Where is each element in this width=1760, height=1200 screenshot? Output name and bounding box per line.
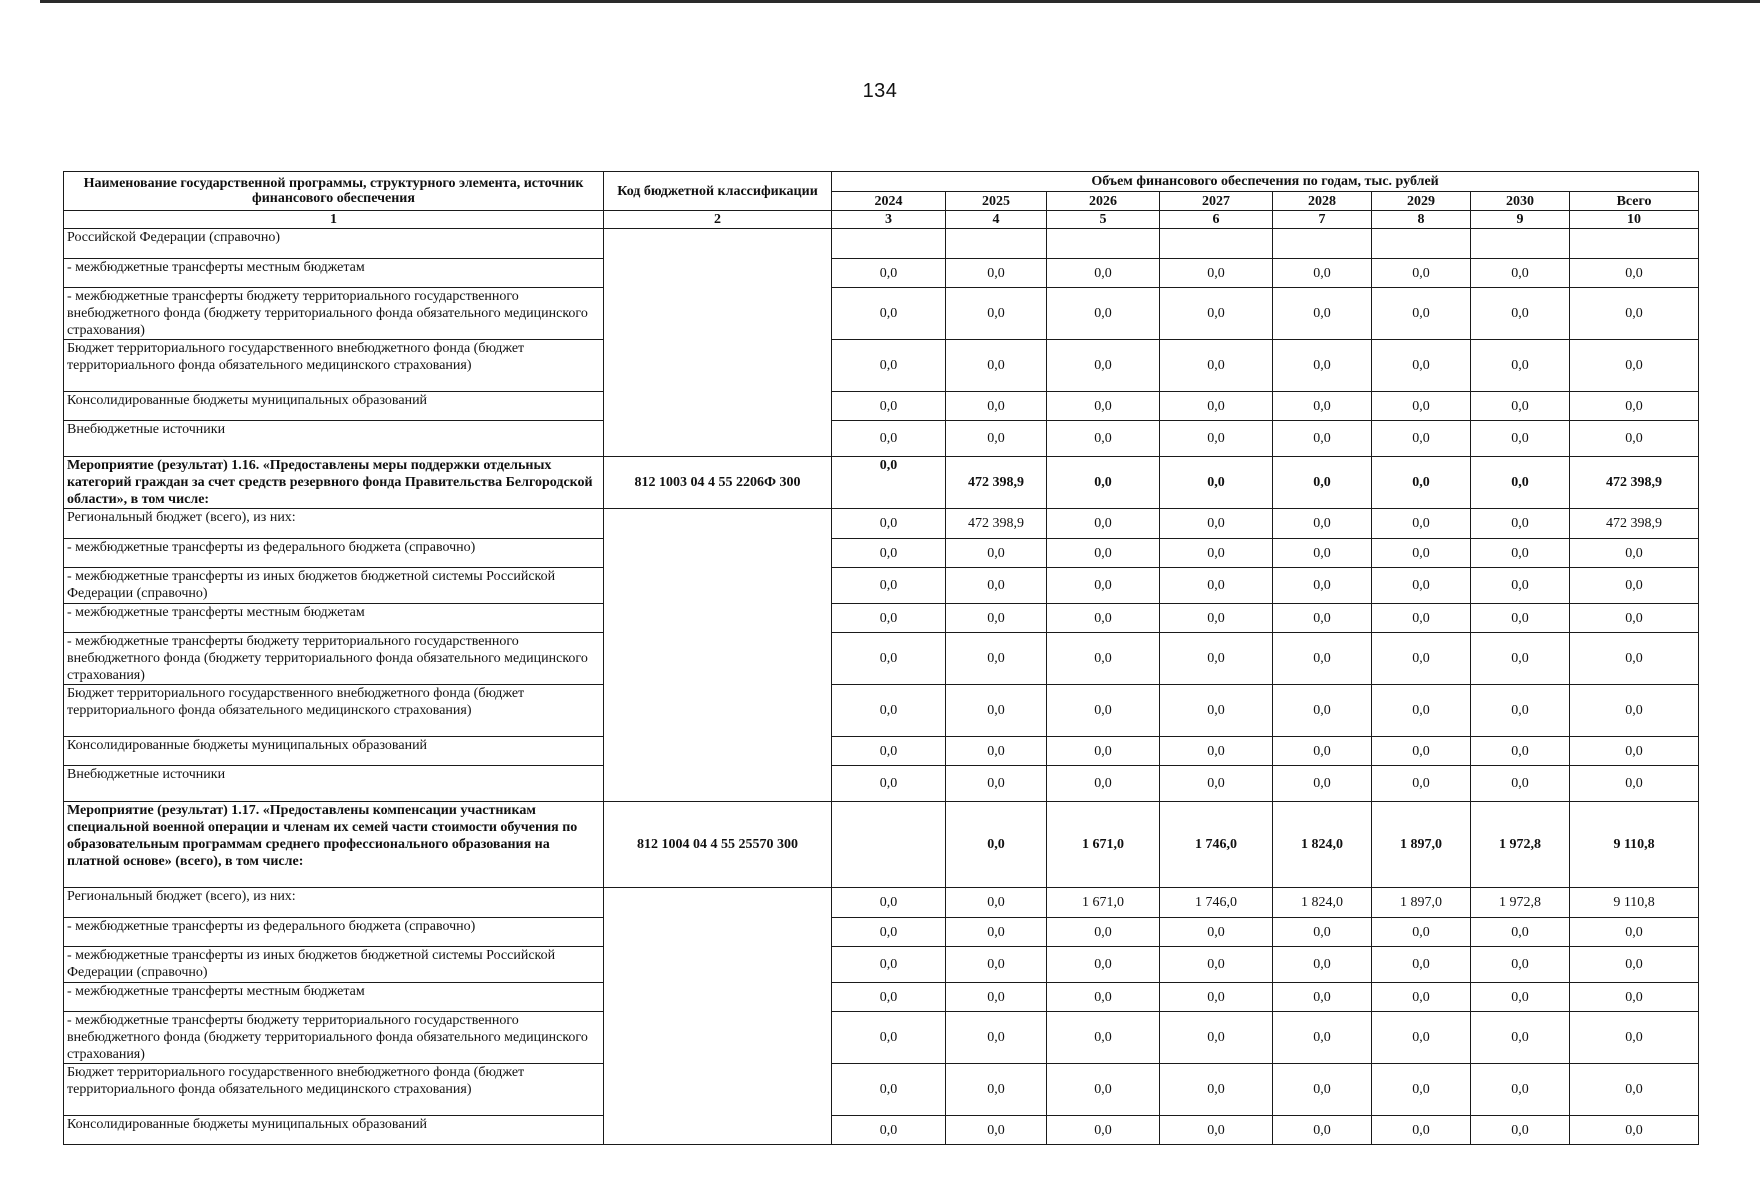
row-name: Бюджет территориального государственного внебюджетного фонда (бюджет территориального фонда обязательного медицинского страхования): [64, 1064, 604, 1116]
row-name: Региональный бюджет (всего), из них:: [64, 888, 604, 918]
row-value-2028: 0,0: [1273, 259, 1372, 288]
header-index: 7: [1273, 211, 1372, 229]
row-value-2026: 0,0: [1047, 509, 1160, 539]
row-value-total: 0,0: [1570, 604, 1699, 633]
row-value-2028: 0,0: [1273, 633, 1372, 685]
row-value-2024: 0,0: [832, 1012, 946, 1064]
row-value-total: [1570, 229, 1699, 259]
row-value-2027: 0,0: [1160, 539, 1273, 568]
row-value-2025: 0,0: [946, 259, 1047, 288]
row-value-2026: 0,0: [1047, 983, 1160, 1012]
row-value-total: 0,0: [1570, 539, 1699, 568]
row-value-2025: 0,0: [946, 947, 1047, 983]
row-value-2027: 0,0: [1160, 947, 1273, 983]
row-value-2030: 0,0: [1471, 457, 1570, 509]
row-value-2030: 1 972,8: [1471, 888, 1570, 918]
row-value-2026: 0,0: [1047, 288, 1160, 340]
row-value-2025: 0,0: [946, 539, 1047, 568]
row-value-2026: 0,0: [1047, 259, 1160, 288]
row-value-2028: 0,0: [1273, 539, 1372, 568]
row-value-2026: 0,0: [1047, 947, 1160, 983]
row-value-2025: 0,0: [946, 633, 1047, 685]
row-value-total: 0,0: [1570, 737, 1699, 766]
row-value-2025: 0,0: [946, 421, 1047, 457]
header-index: 8: [1372, 211, 1471, 229]
row-value-2025: 0,0: [946, 1064, 1047, 1116]
row-name: Бюджет территориального государственного внебюджетного фонда (бюджет территориального фонда обязательного медицинского страхования): [64, 340, 604, 392]
row-value-2024: 0,0: [832, 288, 946, 340]
row-name: - межбюджетные трансферты из федерального бюджета (справочно): [64, 918, 604, 947]
row-name: Бюджет территориального государственного внебюджетного фонда (бюджет территориального фонда обязательного медицинского страхования): [64, 685, 604, 737]
table-row: [64, 685, 1699, 737]
header-volume: Объем финансового обеспечения по годам, тыс. рублей: [832, 172, 1699, 192]
row-value-total: 472 398,9: [1570, 457, 1699, 509]
row-value-2025: 472 398,9: [946, 509, 1047, 539]
row-value-2024: 0,0: [832, 918, 946, 947]
row-value-2030: 0,0: [1471, 604, 1570, 633]
row-value-2025: 0,0: [946, 1012, 1047, 1064]
table-row: [64, 568, 1699, 604]
row-value-2024: 0,0: [832, 766, 946, 802]
row-value-2027: 0,0: [1160, 568, 1273, 604]
table-row: [64, 229, 1699, 259]
row-value-2027: [1160, 229, 1273, 259]
row-value-2026: 0,0: [1047, 918, 1160, 947]
header-total: Всего: [1570, 192, 1699, 211]
row-value-2024: 0,0: [832, 259, 946, 288]
row-value-2027: 0,0: [1160, 983, 1273, 1012]
table-row: [64, 983, 1699, 1012]
row-value-2030: 0,0: [1471, 947, 1570, 983]
row-name: Внебюджетные источники: [64, 421, 604, 457]
row-value-2026: 0,0: [1047, 737, 1160, 766]
row-value-2026: 0,0: [1047, 392, 1160, 421]
row-value-2027: 0,0: [1160, 766, 1273, 802]
table-row: [64, 340, 1699, 392]
table-row: [64, 1012, 1699, 1064]
row-value-2026: 0,0: [1047, 604, 1160, 633]
header-year: 2024: [832, 192, 946, 211]
row-value-2028: 0,0: [1273, 1012, 1372, 1064]
row-value-2024: [832, 802, 946, 888]
row-value-2030: 0,0: [1471, 539, 1570, 568]
header-year: 2030: [1471, 192, 1570, 211]
row-value-2026: [1047, 229, 1160, 259]
header-index: 4: [946, 211, 1047, 229]
row-name: - межбюджетные трансферты бюджету территориального государственного внебюджетного фонда (бюджету территориального фонда обязательного медицинского страхования): [64, 1012, 604, 1064]
row-value-2026: 1 671,0: [1047, 888, 1160, 918]
row-value-2029: 0,0: [1372, 1064, 1471, 1116]
page-number: 134: [862, 80, 898, 102]
row-value-2026: 0,0: [1047, 1064, 1160, 1116]
row-value-2029: 0,0: [1372, 737, 1471, 766]
row-value-2024: 0,0: [832, 421, 946, 457]
scan-top-edge: [40, 0, 1760, 3]
row-value-2030: 0,0: [1471, 259, 1570, 288]
row-value-2030: 0,0: [1471, 288, 1570, 340]
row-value-2025: 0,0: [946, 685, 1047, 737]
row-value-2028: 0,0: [1273, 392, 1372, 421]
row-value-2025: [946, 229, 1047, 259]
row-value-total: 0,0: [1570, 1064, 1699, 1116]
row-value-2024: 0,0: [832, 568, 946, 604]
row-value-2024: 0,0: [832, 1116, 946, 1145]
row-name: Консолидированные бюджеты муниципальных образований: [64, 392, 604, 421]
row-value-2029: 0,0: [1372, 457, 1471, 509]
row-value-total: 0,0: [1570, 259, 1699, 288]
row-value-2027: 0,0: [1160, 1116, 1273, 1145]
row-value-2029: 0,0: [1372, 288, 1471, 340]
table-row: [64, 888, 1699, 918]
row-name: Мероприятие (результат) 1.16. «Предоставлены меры поддержки отдельных категорий граждан за счет средств резервного фонда Правительства Белгородской области», в том числе:: [64, 457, 604, 509]
row-value-total: 9 110,8: [1570, 888, 1699, 918]
row-value-2029: 0,0: [1372, 259, 1471, 288]
row-name: Консолидированные бюджеты муниципальных образований: [64, 1116, 604, 1145]
row-value-2028: 0,0: [1273, 421, 1372, 457]
row-code: 812 1004 04 4 55 25570 300: [604, 802, 832, 888]
row-value-2024: 0,0: [832, 947, 946, 983]
row-value-2024: 0,0: [832, 983, 946, 1012]
row-value-2027: 0,0: [1160, 737, 1273, 766]
table-row: [64, 259, 1699, 288]
row-value-total: 0,0: [1570, 1116, 1699, 1145]
row-value-2028: 1 824,0: [1273, 888, 1372, 918]
row-value-2024: 0,0: [832, 633, 946, 685]
row-value-2030: 0,0: [1471, 633, 1570, 685]
table-row: [64, 737, 1699, 766]
row-value-2028: 0,0: [1273, 509, 1372, 539]
row-value-2024: 0,0: [832, 340, 946, 392]
row-value-2025: 0,0: [946, 888, 1047, 918]
header-year: 2029: [1372, 192, 1471, 211]
table-row: [64, 802, 1699, 888]
row-value-2026: 0,0: [1047, 421, 1160, 457]
header-index: 10: [1570, 211, 1699, 229]
row-value-2027: 0,0: [1160, 1064, 1273, 1116]
row-value-2026: 0,0: [1047, 1116, 1160, 1145]
row-value-2030: 0,0: [1471, 983, 1570, 1012]
row-value-2027: 0,0: [1160, 392, 1273, 421]
row-value-2027: 0,0: [1160, 288, 1273, 340]
row-value-2024: 0,0: [832, 1064, 946, 1116]
header-index: 3: [832, 211, 946, 229]
row-value-2029: 0,0: [1372, 1116, 1471, 1145]
row-value-total: 0,0: [1570, 633, 1699, 685]
row-value-2024: 0,0: [832, 685, 946, 737]
row-value-total: 0,0: [1570, 568, 1699, 604]
row-value-2026: 0,0: [1047, 1012, 1160, 1064]
row-value-2024: 0,0: [832, 604, 946, 633]
table-row: [64, 947, 1699, 983]
row-name: - межбюджетные трансферты из иных бюджетов бюджетной системы Российской Федерации (справочно): [64, 947, 604, 983]
row-value-2030: 0,0: [1471, 1116, 1570, 1145]
table-row: [64, 288, 1699, 340]
financing-table: [63, 171, 1699, 1145]
row-code-merged: [604, 259, 832, 457]
row-value-total: 0,0: [1570, 288, 1699, 340]
row-value-2030: 0,0: [1471, 1064, 1570, 1116]
row-name: - межбюджетные трансферты местным бюджетам: [64, 259, 604, 288]
header-index: 6: [1160, 211, 1273, 229]
row-value-2025: 0,0: [946, 1116, 1047, 1145]
row-value-total: 9 110,8: [1570, 802, 1699, 888]
table-body: [64, 229, 1699, 1145]
table-row: [64, 1116, 1699, 1145]
row-code: [604, 229, 832, 259]
row-value-2027: 1 746,0: [1160, 802, 1273, 888]
row-name: Консолидированные бюджеты муниципальных образований: [64, 737, 604, 766]
row-value-2030: 0,0: [1471, 421, 1570, 457]
row-value-2029: 0,0: [1372, 685, 1471, 737]
row-value-2029: 0,0: [1372, 539, 1471, 568]
row-value-2025: 0,0: [946, 604, 1047, 633]
row-value-2029: 1 897,0: [1372, 802, 1471, 888]
row-value-2029: 0,0: [1372, 766, 1471, 802]
row-value-2024: 0,0: [832, 457, 946, 509]
row-value-2027: 0,0: [1160, 421, 1273, 457]
table-row: [64, 633, 1699, 685]
row-value-2027: 0,0: [1160, 259, 1273, 288]
row-value-2028: 0,0: [1273, 983, 1372, 1012]
row-value-total: 472 398,9: [1570, 509, 1699, 539]
row-value-2030: 0,0: [1471, 737, 1570, 766]
row-value-2028: 0,0: [1273, 457, 1372, 509]
row-value-2029: 1 897,0: [1372, 888, 1471, 918]
row-code-merged: [604, 509, 832, 802]
table-row: [64, 539, 1699, 568]
row-value-2030: 0,0: [1471, 340, 1570, 392]
row-value-total: 0,0: [1570, 340, 1699, 392]
row-value-2027: 1 746,0: [1160, 888, 1273, 918]
row-value-2030: 0,0: [1471, 1012, 1570, 1064]
row-name: - межбюджетные трансферты бюджету территориального государственного внебюджетного фонда (бюджету территориального фонда обязательного медицинского страхования): [64, 633, 604, 685]
row-value-2027: 0,0: [1160, 633, 1273, 685]
row-value-2024: [832, 229, 946, 259]
row-value-2026: 1 671,0: [1047, 802, 1160, 888]
header-index: 5: [1047, 211, 1160, 229]
row-value-total: 0,0: [1570, 392, 1699, 421]
row-value-2030: 1 972,8: [1471, 802, 1570, 888]
row-value-2028: 0,0: [1273, 568, 1372, 604]
header-year: 2025: [946, 192, 1047, 211]
row-value-2026: 0,0: [1047, 633, 1160, 685]
row-value-2025: 0,0: [946, 288, 1047, 340]
header-name: Наименование государственной программы, структурного элемента, источник финансового обеспечения: [64, 172, 604, 211]
row-value-2028: 0,0: [1273, 1064, 1372, 1116]
row-value-total: 0,0: [1570, 947, 1699, 983]
row-value-2028: 0,0: [1273, 918, 1372, 947]
row-value-2029: 0,0: [1372, 421, 1471, 457]
row-value-2030: 0,0: [1471, 392, 1570, 421]
row-value-2027: 0,0: [1160, 604, 1273, 633]
header-code: Код бюджетной классификации: [604, 172, 832, 211]
header-year: 2027: [1160, 192, 1273, 211]
row-value-2028: [1273, 229, 1372, 259]
row-value-total: 0,0: [1570, 1012, 1699, 1064]
row-value-2027: 0,0: [1160, 509, 1273, 539]
row-value-2029: 0,0: [1372, 392, 1471, 421]
row-value-2025: 0,0: [946, 766, 1047, 802]
row-value-total: 0,0: [1570, 918, 1699, 947]
row-value-2027: 0,0: [1160, 685, 1273, 737]
row-value-2028: 0,0: [1273, 1116, 1372, 1145]
row-value-2024: 0,0: [832, 737, 946, 766]
row-value-2028: 0,0: [1273, 766, 1372, 802]
row-value-2026: 0,0: [1047, 539, 1160, 568]
row-value-2029: 0,0: [1372, 983, 1471, 1012]
row-name: - межбюджетные трансферты местным бюджетам: [64, 983, 604, 1012]
row-value-2028: 0,0: [1273, 340, 1372, 392]
row-value-2030: 0,0: [1471, 766, 1570, 802]
row-value-2030: 0,0: [1471, 568, 1570, 604]
row-value-2029: 0,0: [1372, 604, 1471, 633]
row-name: Российской Федерации (справочно): [64, 229, 604, 259]
row-code-merged: [604, 888, 832, 1145]
row-name: Мероприятие (результат) 1.17. «Предоставлены компенсации участникам специальной военной операции и членам их семей части стоимости обучения по образовательным программам среднего профессионального образования на платной основе» (всего), в том числе:: [64, 802, 604, 888]
row-value-2025: 0,0: [946, 568, 1047, 604]
row-value-2028: 0,0: [1273, 604, 1372, 633]
row-code: 812 1003 04 4 55 2206Ф 300: [604, 457, 832, 509]
row-value-total: 0,0: [1570, 421, 1699, 457]
row-value-2029: 0,0: [1372, 1012, 1471, 1064]
row-value-2028: 0,0: [1273, 947, 1372, 983]
row-value-2025: 0,0: [946, 983, 1047, 1012]
row-value-2030: 0,0: [1471, 509, 1570, 539]
row-value-2029: 0,0: [1372, 568, 1471, 604]
row-value-2025: 472 398,9: [946, 457, 1047, 509]
row-value-2028: 0,0: [1273, 737, 1372, 766]
row-value-2027: 0,0: [1160, 457, 1273, 509]
table-row: [64, 509, 1699, 539]
row-name: - межбюджетные трансферты бюджету территориального государственного внебюджетного фонда (бюджету территориального фонда обязательного медицинского страхования): [64, 288, 604, 340]
row-value-total: 0,0: [1570, 983, 1699, 1012]
row-value-2029: 0,0: [1372, 947, 1471, 983]
row-value-2030: [1471, 229, 1570, 259]
row-value-2024: 0,0: [832, 888, 946, 918]
table-row: [64, 918, 1699, 947]
row-value-2026: 0,0: [1047, 568, 1160, 604]
row-name: Внебюджетные источники: [64, 766, 604, 802]
row-value-2025: 0,0: [946, 340, 1047, 392]
table-row: [64, 766, 1699, 802]
row-value-2026: 0,0: [1047, 340, 1160, 392]
row-value-2028: 1 824,0: [1273, 802, 1372, 888]
row-value-2028: 0,0: [1273, 288, 1372, 340]
row-value-2029: 0,0: [1372, 633, 1471, 685]
table-row: [64, 457, 1699, 509]
row-value-2024: 0,0: [832, 392, 946, 421]
table-row: [64, 392, 1699, 421]
row-name: - межбюджетные трансферты из федерального бюджета (справочно): [64, 539, 604, 568]
row-value-2029: [1372, 229, 1471, 259]
header-index: 9: [1471, 211, 1570, 229]
row-value-total: 0,0: [1570, 766, 1699, 802]
row-value-2025: 0,0: [946, 392, 1047, 421]
table-row: [64, 1064, 1699, 1116]
row-value-2026: 0,0: [1047, 457, 1160, 509]
table-row: [64, 604, 1699, 633]
row-value-2024: 0,0: [832, 509, 946, 539]
table-row: [64, 421, 1699, 457]
row-value-2024: 0,0: [832, 539, 946, 568]
header-year: 2028: [1273, 192, 1372, 211]
row-value-2025: 0,0: [946, 918, 1047, 947]
row-value-2027: 0,0: [1160, 918, 1273, 947]
row-value-2029: 0,0: [1372, 918, 1471, 947]
row-value-2026: 0,0: [1047, 766, 1160, 802]
row-value-2029: 0,0: [1372, 509, 1471, 539]
header-index: 2: [604, 211, 832, 229]
header-index: 1: [64, 211, 604, 229]
row-value-2025: 0,0: [946, 802, 1047, 888]
row-name: - межбюджетные трансферты из иных бюджетов бюджетной системы Российской Федерации (справочно): [64, 568, 604, 604]
header-year: 2026: [1047, 192, 1160, 211]
row-name: Региональный бюджет (всего), из них:: [64, 509, 604, 539]
row-value-2027: 0,0: [1160, 340, 1273, 392]
row-value-2025: 0,0: [946, 737, 1047, 766]
row-value-2028: 0,0: [1273, 685, 1372, 737]
row-name: - межбюджетные трансферты местным бюджетам: [64, 604, 604, 633]
row-value-2027: 0,0: [1160, 1012, 1273, 1064]
row-value-2030: 0,0: [1471, 685, 1570, 737]
row-value-total: 0,0: [1570, 685, 1699, 737]
row-value-2029: 0,0: [1372, 340, 1471, 392]
row-value-2026: 0,0: [1047, 685, 1160, 737]
row-value-2030: 0,0: [1471, 918, 1570, 947]
